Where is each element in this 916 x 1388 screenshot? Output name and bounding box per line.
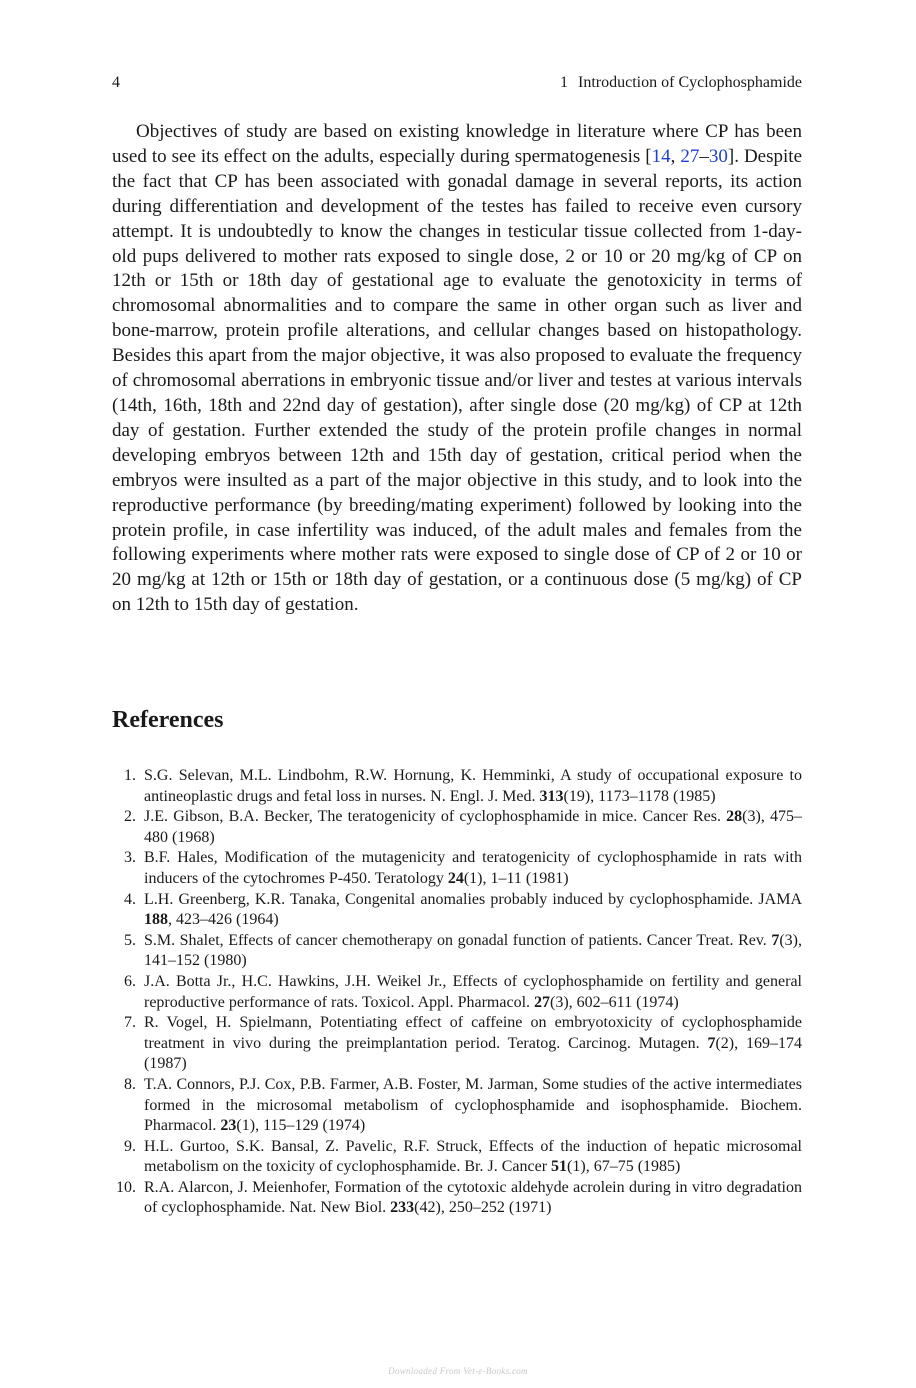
reference-number: 9. [124,1137,136,1155]
reference-pages: , 423–426 (1964) [168,911,279,929]
reference-item [112,848,802,889]
reference-item [112,1178,802,1219]
citation-separator: , [670,145,681,167]
paragraph-text-start: Objectives of study are based on existing knowledge in literature where CP has been used to see its effect on the adults, especially during spermatogenesis [ [112,121,802,167]
reference-number: 4. [124,890,136,908]
reference-volume: 7 [707,1034,716,1052]
reference-text: B.F. Hales, Modification of the mutagenicity and teratogenicity of cyclophosphamide in rats with inducers of the cytochromes P-450. Teratology [144,849,802,887]
reference-item [112,766,802,807]
reference-text: S.G. Selevan, M.L. Lindbohm, R.W. Hornung, K. Hemminki, A study of occupational exposure to antineoplastic drugs and fetal loss in nurses. N. Engl. J. Med. [144,767,802,805]
reference-volume: 23 [220,1117,237,1135]
reference-item [112,931,802,972]
reference-volume: 27 [534,993,551,1011]
reference-pages: (3), 141–152 (1980) [144,931,802,970]
reference-text: H.L. Gurtoo, S.K. Bansal, Z. Pavelic, R.F. Struck, Effects of the induction of hepatic microsomal metabolism on the toxicity of cyclophosphamide. Br. J. Cancer [144,1137,802,1176]
reference-pages: (2), 169–174 (1987) [144,1034,803,1073]
reference-text: T.A. Connors, P.J. Cox, P.B. Farmer, A.B. Foster, M. Jarman, Some studies of the active intermediates formed in the microsomal metabolism of cyclophosphamide and isophosphamide. Biochem. Pharmacol. [144,1075,802,1135]
reference-text: J.A. Botta Jr., H.C. Hawkins, J.H. Weikel Jr., Effects of cyclophosphamide on fertility and general reproductive performance of rats. Toxicol. Appl. Pharmacol. [144,972,802,1011]
reference-number: 10. [116,1178,136,1196]
reference-pages: (1), 115–129 (1974) [236,1117,366,1135]
reference-volume: 24 [447,869,464,887]
reference-pages: (3), 602–611 (1974) [550,993,679,1011]
reference-number: 3. [124,849,136,867]
reference-text: J.E. Gibson, B.A. Becker, The teratogenicity of cyclophosphamide in mice. Cancer Res. [144,808,727,826]
citation-dash: – [699,145,709,167]
reference-volume: 7 [771,931,780,949]
reference-item [112,890,802,931]
chapter-heading [560,72,802,94]
reference-item [112,807,802,848]
download-watermark: Downloaded From Vet-e-Books.com [388,1366,528,1376]
reference-text: R. Vogel, H. Spielmann, Potentiating effect of caffeine on embryotoxicity of cyclophosphamide treatment in vivo during the preimplantation period. Teratog. Carcinog. Mutagen. [144,1014,802,1052]
reference-volume: 233 [390,1199,415,1217]
citation-link-14[interactable]: 14 [651,145,671,167]
citation-link-30[interactable]: 30 [708,145,728,167]
reference-number: 7. [124,1014,136,1032]
chapter-title: Introduction of Cyclophosphamide [578,74,802,91]
reference-list [112,766,802,1219]
reference-text: L.H. Greenberg, K.R. Tanaka, Congenital anomalies probably induced by cyclophosphamide. JAMA [144,890,802,908]
reference-text: R.A. Alarcon, J. Meienhofer, Formation of the cytotoxic aldehyde acrolein during in vitro degradation of cyclophosphamide. Nat. New Biol. [144,1178,802,1217]
reference-pages: (42), 250–252 (1971) [414,1199,552,1217]
reference-number: 6. [124,972,136,990]
page-number: 4 [112,74,120,91]
reference-pages: (19), 1173–1178 (1985) [563,787,716,805]
references-heading: References [112,707,224,733]
reference-volume: 313 [539,787,564,805]
citation-link-27[interactable]: 27 [680,145,700,167]
reference-item [112,1013,802,1075]
reference-item [112,1137,802,1178]
reference-volume: 28 [726,808,743,826]
reference-text: S.M. Shalet, Effects of cancer chemotherapy on gonadal function of patients. Cancer Treat. Rev. [144,931,772,949]
reference-number: 8. [124,1075,136,1093]
reference-number: 2. [124,808,136,826]
running-head [112,72,802,94]
reference-pages: (1), 1–11 (1981) [463,869,569,887]
paragraph-text-end: ]. Despite the fact that CP has been associated with gonadal damage in several reports, its action during differentiation and development of the testes has failed to receive even cursory attempt. It is undoubtedly to know the changes in testicular tissue collected from 1-day-old pups delivered to mother rats exposed to single dose, 2 or 10 or 20 mg/kg of CP on 12th or 15th or 18th day of gestational age to evaluate the genotoxicity in terms of chromosomal abnormalities and to compare the same in other organ such as liver and bone-marrow, protein profile alterations, and cellular changes based on histopathology. Besides this apart from the major objective, it was also proposed to evaluate the frequency of chromosomal aberrations in embryonic tissue and/or liver and testes at various intervals (14th, 16th, 18th and 22nd day of gestation), after single dose (20 mg/kg) of CP at 12th day of gestation. Further extended the study of the protein profile changes in normal developing embryos between 12th and 15th day of gestation, critical period when the embryos were insulted as a part of the major objective in this study, and to look into the reproductive performance (by breeding/mating experiment) followed by looking into the protein profile, in case infertility was induced, of the adult males and females from the following experiments where mother rats were exposed to single dose of CP of 2 or 10 or 20 mg/kg at 12th or 15th or 18th day of gestation, or a continuous dose (5 mg/kg) of CP on 12th to 15th day of gestation. [112,145,802,616]
reference-item [112,1075,802,1137]
reference-number: 5. [124,931,136,949]
reference-item [112,972,802,1013]
reference-pages: (3), 475–480 (1968) [144,808,803,846]
chapter-number: 1 [560,74,569,91]
reference-volume: 188 [144,911,168,929]
reference-number: 1. [124,767,136,784]
reference-pages: (1), 67–75 (1985) [567,1158,681,1176]
objectives-paragraph [112,120,802,618]
reference-volume: 51 [551,1158,568,1176]
